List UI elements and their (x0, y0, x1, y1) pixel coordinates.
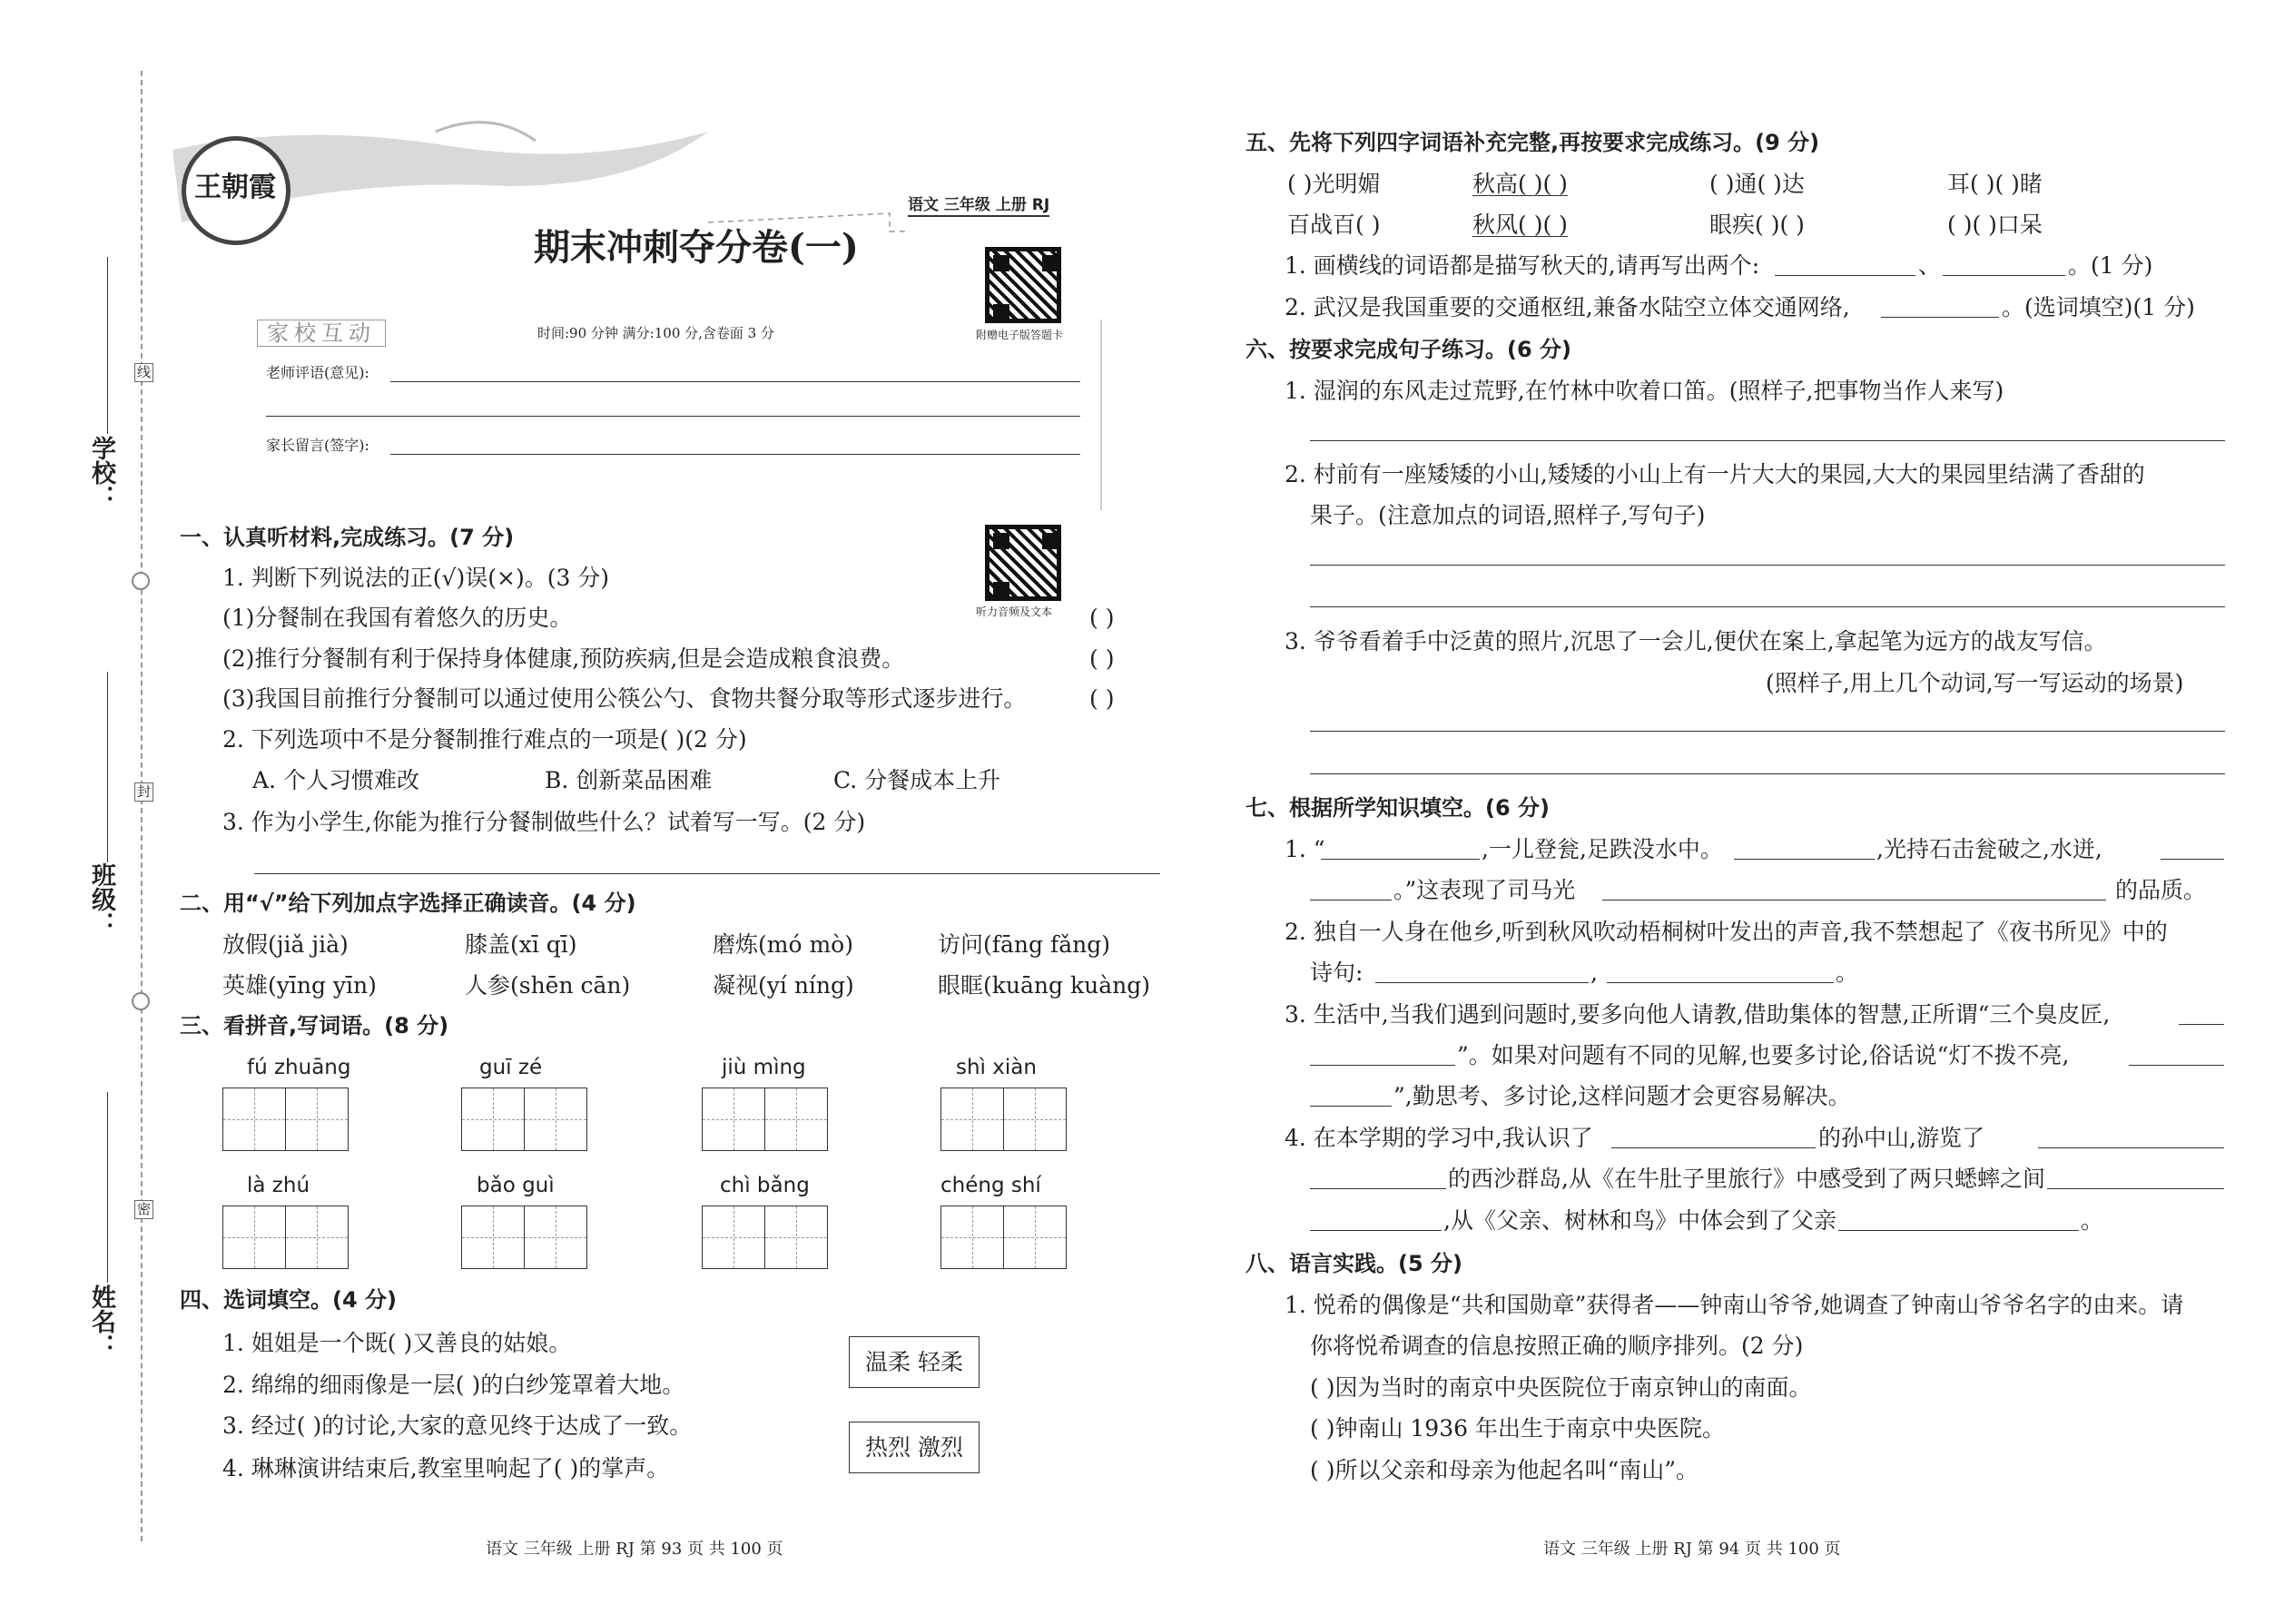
section-8-title: 八、语言实践。(5 分) (1245, 1251, 1462, 1276)
s1-q1-answer-2[interactable]: ( ) (1089, 645, 1115, 672)
name-label: 姓名： (87, 1284, 115, 1358)
s1-q1: 1. 判断下列说法的正(√)误(×)。(3 分) (222, 565, 610, 591)
s1-q2: 2. 下列选项中不是分餐制推行难点的一项是( )(2 分) (222, 726, 747, 753)
subject-tag: 语文 三年级 上册 RJ (908, 198, 1049, 217)
s5-row2-2: 秋风( )( ) (1472, 212, 1568, 238)
writing-grid-4[interactable] (940, 1088, 1065, 1151)
class-line (107, 672, 108, 862)
school-label: 学校： (87, 436, 115, 509)
s5-q1-blank-2[interactable] (1943, 275, 2065, 276)
s6-q3-note: (照样子,用上几个动词,写一写运动的场景) (1766, 670, 2184, 696)
s6-q3-answer-line-1[interactable] (1310, 731, 2225, 732)
s7-q2-blank-2[interactable] (1607, 982, 1834, 983)
binding-hole-icon (132, 572, 150, 590)
section-2-title: 二、用“√”给下列加点字选择正确读音。(4 分) (180, 891, 636, 916)
s5-row1-2: 秋高( )( ) (1472, 171, 1568, 197)
s7-q2b: 诗句: (1310, 960, 1364, 986)
parent-note-label: 家长留言(签字): (266, 437, 369, 454)
binding-mark-line: 线 (134, 363, 153, 382)
section-4-title: 四、选词填空。(4 分) (180, 1287, 397, 1313)
s8-q1b: 你将悦希调查的信息按照正确的顺序排列。(2 分) (1310, 1333, 1804, 1359)
writing-grid-3[interactable] (702, 1088, 826, 1151)
s7-q4e: 。 (2081, 1207, 2104, 1234)
s5-row1-1: ( )光明媚 (1287, 171, 1381, 197)
s6-q2-answer-line-2[interactable] (1310, 606, 2225, 607)
s5-q1-tail: 。(1 分) (2068, 252, 2153, 279)
s7-q3-blank-4[interactable] (1310, 1106, 1392, 1107)
s7-q4c: 的西沙群岛,从《在牛肚子里旅行》中感受到了两只蟋蟀之间 (1448, 1166, 2045, 1192)
s6-q2b: 果子。(注意加点的词语,照样子,写句子) (1310, 502, 1706, 528)
pron-item-3: 磨炼(mó mò) (713, 931, 853, 958)
s7-q4-blank-5[interactable] (1310, 1230, 1442, 1231)
word-choice-box-1: 温柔 轻柔 (849, 1336, 980, 1388)
section-6-title: 六、按要求完成句子练习。(6 分) (1245, 337, 1571, 362)
binding-hole-icon (132, 992, 150, 1010)
section-7-title: 七、根据所学知识填空。(6 分) (1245, 795, 1550, 821)
name-line (107, 1092, 108, 1283)
writing-grid-6[interactable] (461, 1206, 586, 1269)
teacher-comment-label: 老师评语(意见): (266, 364, 369, 381)
s1-q1-item-2: (2)推行分餐制有利于保持身体健康,预防疾病,但是会造成粮食浪费。 (222, 645, 905, 672)
teacher-comment-line[interactable] (390, 381, 1080, 382)
s7-q4a: 4. 在本学期的学习中,我认识了 (1285, 1125, 1593, 1151)
header-divider (1100, 320, 1102, 510)
s6-q3: 3. 爷爷看着手中泛黄的照片,沉思了一会儿,便伏在案上,拿起笔为远方的战友写信。 (1285, 628, 2107, 655)
s6-q3-answer-line-2[interactable] (1310, 773, 2225, 774)
pinyin-5: là zhú (247, 1174, 310, 1197)
pinyin-2: guī zé (479, 1056, 543, 1079)
pinyin-4: shì xiàn (956, 1056, 1037, 1079)
word-choice-box-2: 热烈 激烈 (849, 1422, 980, 1473)
pinyin-3: jiù mìng (722, 1056, 806, 1079)
s1-q2-option-b: B. 创新菜品困难 (545, 767, 713, 793)
s1-q1-answer-1[interactable]: ( ) (1089, 605, 1115, 631)
s8-q1a: 1. 悦希的偶像是“共和国勋章”获得者——钟南山爷爷,她调查了钟南山爷爷名字的由来。请 (1285, 1292, 2184, 1318)
s1-q2-option-a: A. 个人习惯难改 (252, 767, 419, 793)
s7-q4-blank-4[interactable] (2047, 1188, 2224, 1189)
s8-item-3: ( )所以父亲和母亲为他起名叫“南山”。 (1310, 1457, 1699, 1483)
binding-mark-seal: 封 (134, 782, 153, 802)
class-label: 班级： (87, 862, 115, 936)
section-3-title: 三、看拼音,写词语。(8 分) (180, 1013, 449, 1038)
s1-q3: 3. 作为小学生,你能为推行分餐制做些什么？试着写一写。(2 分) (222, 809, 866, 835)
home-school-badge: 家校互动 (257, 320, 386, 347)
pron-item-8: 眼眶(kuāng kuàng) (938, 972, 1150, 999)
s4-item-1: 1. 姐姐是一个既( )又善良的姑娘。 (222, 1330, 572, 1356)
brand-logo-text: 王朝霞 (194, 172, 276, 203)
s5-q1: 1. 画横线的词语都是描写秋天的,请再写出两个: (1285, 252, 1760, 279)
s7-q1-blank-4[interactable] (1310, 900, 1392, 901)
s1-q2-option-c: C. 分餐成本上升 (833, 767, 1001, 793)
s5-row1-3: ( )通( )达 (1709, 171, 1805, 197)
footer-right: 语文 三年级 上册 RJ 第 94 页 共 100 页 (1543, 1540, 1841, 1559)
s7-q2-blank-1[interactable] (1375, 982, 1589, 983)
s7-q3-blank-1[interactable] (2179, 1024, 2224, 1025)
s7-q3b: ”。如果对问题有不同的见解,也要多讨论,俗话说“灯不拨不亮, (1457, 1042, 2070, 1068)
pinyin-1: fú zhuāng (247, 1056, 351, 1079)
parent-note-line[interactable] (390, 454, 1080, 455)
s7-q1-blank-3[interactable] (2161, 859, 2224, 860)
s7-q1e: 的品质。 (2115, 877, 2207, 903)
s4-item-3: 3. 经过( )的讨论,大家的意见终于达成了一致。 (222, 1412, 693, 1439)
pron-item-7: 凝视(yí níng) (713, 972, 854, 999)
pinyin-6: bǎo guì (477, 1174, 555, 1197)
s6-q2a: 2. 村前有一座矮矮的小山,矮矮的小山上有一片大大的果园,大大的果园里结满了香甜的 (1285, 461, 2145, 487)
pron-item-1: 放假(jiǎ jià) (222, 931, 349, 958)
s7-q3a: 3. 生活中,当我们遇到问题时,要多向他人请教,借助集体的智慧,正所谓“三个臭皮匠, (1285, 1001, 2111, 1028)
writing-grid-5[interactable] (222, 1206, 347, 1269)
s7-q3-blank-2[interactable] (1310, 1065, 1455, 1066)
pron-item-2: 膝盖(xī qī) (465, 931, 577, 958)
s1-q1-answer-3[interactable]: ( ) (1089, 685, 1115, 712)
binding-dashed-line (141, 71, 143, 1541)
s7-q3c: ”,勤思考、多讨论,这样问题才会更容易解决。 (1393, 1083, 1851, 1109)
s6-q1: 1. 湿润的东风走过荒野,在竹林中吹着口笛。(照样子,把事物当作人来写) (1285, 378, 2004, 404)
s5-q2-blank[interactable] (1881, 317, 1999, 318)
s5-row2-3: 眼疾( )( ) (1709, 212, 1805, 238)
s7-q2a: 2. 独自一人身在他乡,听到秋风吹动梧桐树叶发出的声音,我不禁想起了《夜书所见》中的 (1285, 919, 2168, 945)
s7-q1d: 。”这表现了司马光 (1393, 877, 1576, 903)
s4-item-4: 4. 琳琳演讲结束后,教室里响起了( )的掌声。 (222, 1455, 670, 1481)
s7-q2d: 。 (1836, 960, 1859, 986)
teacher-comment-line-2[interactable] (266, 416, 1080, 417)
writing-grid-7[interactable] (702, 1206, 826, 1269)
footer-left: 语文 三年级 上册 RJ 第 93 页 共 100 页 (486, 1540, 783, 1559)
writing-grid-8[interactable] (940, 1206, 1065, 1269)
qr-caption-answer-sheet: 附赠电子版答题卡 (976, 329, 1064, 341)
s7-q1c: ,光持石击瓮破之,水迸, (1876, 836, 2102, 862)
s5-q2: 2. 武汉是我国重要的交通枢纽,兼备水陆空立体交通网络, (1285, 294, 1850, 320)
writing-grid-2[interactable] (461, 1088, 586, 1151)
s8-item-1: ( )因为当时的南京中央医院位于南京钟山的南面。 (1310, 1374, 1812, 1401)
s7-q2c: , (1590, 960, 1598, 986)
s7-q3-blank-3[interactable] (2129, 1065, 2224, 1066)
section-5-title: 五、先将下列四字词语补充完整,再按要求完成练习。(9 分) (1245, 130, 1820, 155)
s8-item-2: ( )钟南山 1936 年出生于南京中央医院。 (1310, 1415, 1725, 1442)
pron-item-4: 访问(fāng fǎng) (938, 931, 1110, 958)
s5-q2-tail: 。(选词填空)(1 分) (2002, 294, 2195, 320)
school-line (107, 257, 108, 434)
pinyin-8: chéng shí (940, 1174, 1041, 1197)
s4-item-2: 2. 绵绵的细雨像是一层( )的白纱笼罩着大地。 (222, 1372, 685, 1398)
s7-q4-blank-6[interactable] (1838, 1230, 2079, 1231)
s5-row1-4: 耳( )( )睹 (1947, 171, 2043, 197)
pron-item-6: 人参(shēn cān) (465, 972, 631, 999)
s7-q4-blank-1[interactable] (1611, 1147, 1816, 1148)
s7-q4b: 的孙中山,游览了 (1818, 1125, 1984, 1151)
s7-q4d: ,从《父亲、树林和鸟》中体会到了父亲 (1443, 1207, 1836, 1234)
s7-q4-blank-3[interactable] (1310, 1188, 1446, 1189)
binding-mark-secret: 密 (134, 1200, 153, 1219)
qr-caption-listening: 听力音频及文本 (976, 605, 1053, 618)
s6-q1-answer-line[interactable] (1310, 440, 2225, 441)
s1-q1-item-1: (1)分餐制在我国有着悠久的历史。 (222, 605, 573, 631)
s6-q2-answer-line-1[interactable] (1310, 565, 2225, 566)
s7-q4-blank-2[interactable] (2038, 1147, 2224, 1148)
s1-q1-item-3: (3)我国目前推行分餐制可以通过使用公筷公勺、食物共餐分取等形式逐步进行。 (222, 685, 1027, 712)
pron-item-5: 英雄(yīng yīn) (222, 972, 377, 999)
writing-grid-1[interactable] (222, 1088, 347, 1151)
s5-q1-blank-1[interactable] (1775, 275, 1915, 276)
s7-q1a: 1. “ (1285, 836, 1325, 862)
exam-time-info: 时间:90 分钟 满分:100 分,含卷面 3 分 (537, 325, 774, 341)
s5-row2-4: ( )( )口呆 (1947, 212, 2043, 238)
pinyin-7: chì bǎng (720, 1174, 810, 1197)
s1-q3-answer-line[interactable] (254, 873, 1160, 874)
section-1-title: 一、认真听材料,完成练习。(7 分) (180, 525, 515, 550)
page-title: 期末冲刺夺分卷(一) (534, 226, 859, 269)
s7-q1-blank-2[interactable] (1734, 859, 1875, 860)
s5-q1-sep: 、 (1918, 252, 1942, 279)
s7-q1-blank-1[interactable] (1321, 859, 1480, 860)
s5-row2-1: 百战百( ) (1287, 212, 1381, 238)
s7-q1b: ,一儿登瓮,足跌没水中。 (1482, 836, 1723, 862)
s7-q1-blank-5[interactable] (1602, 900, 2106, 901)
